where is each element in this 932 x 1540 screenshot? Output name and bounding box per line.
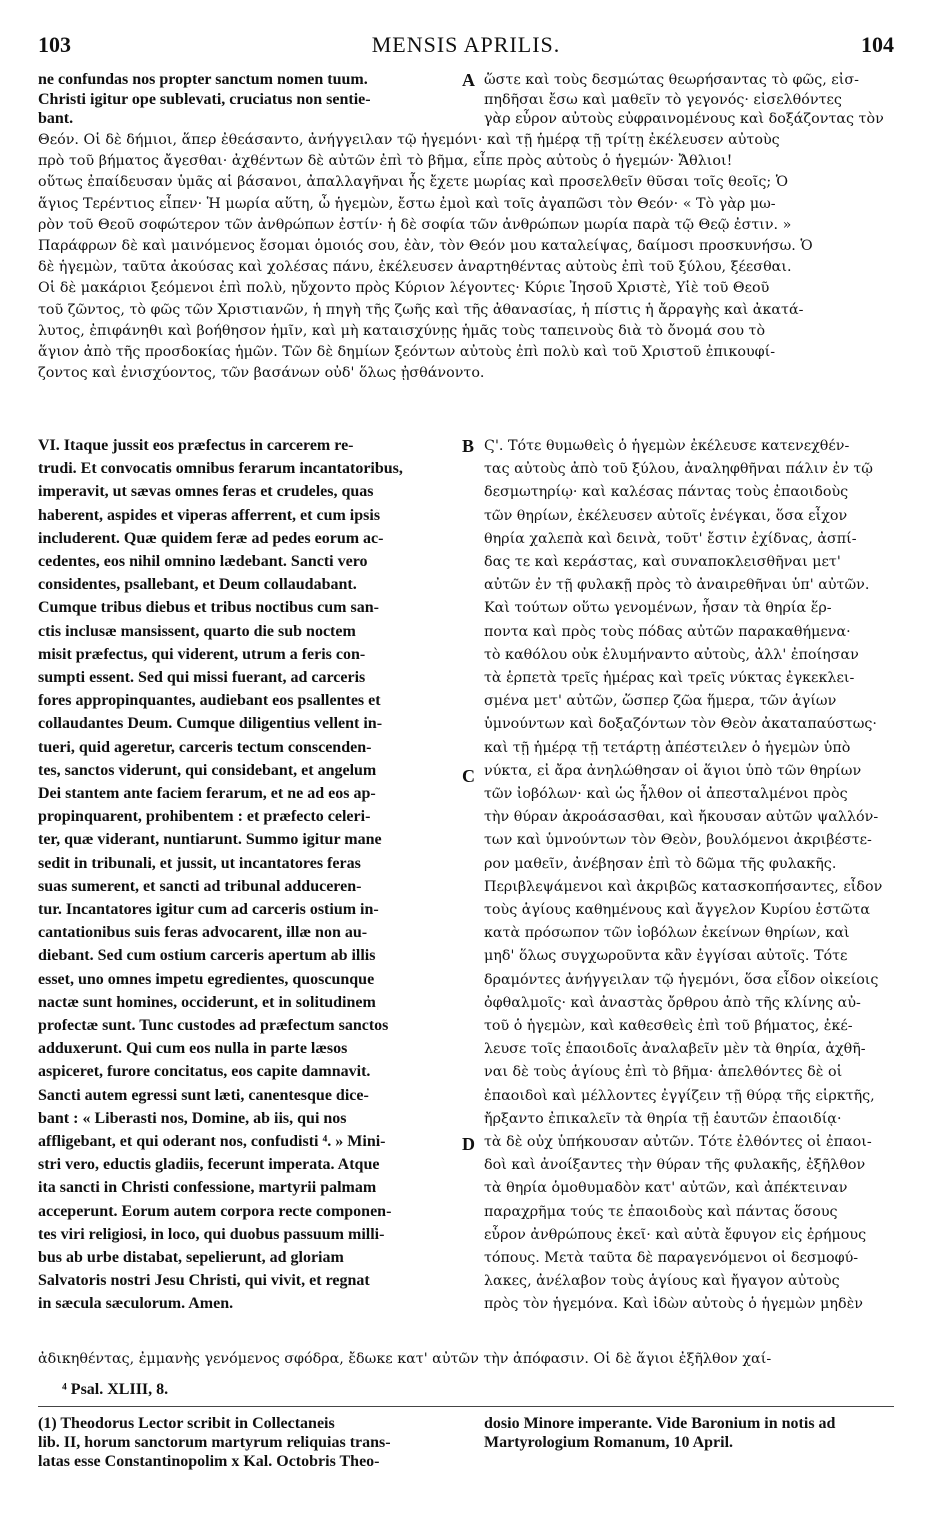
greek-line: γὰρ εὗρον αὐτοὺς εὐφραινομένους καὶ δοξάζοντας τὸν: [484, 111, 884, 127]
latin-line: Sancti autem egressi sunt læti, canentesque dice-: [38, 1086, 369, 1104]
greek-line: λακες, ἀνέλαβον τοὺς ἁγίους καὶ ἤγαγον αὐτοὺς: [484, 1273, 840, 1290]
latin-line: tueri, quid ageretur, carceris tectum conscenden-: [38, 738, 372, 756]
latin-line: cantationibus suis feras advocarent, illæ non au-: [38, 924, 368, 942]
greek-line: τὴν θύραν ἀκροάσασθαι, καὶ ἤκουσαν αὐτῶν ψαλλόν-: [484, 809, 879, 826]
greek-line: τῶν θηρίων, ἐκέλευσεν αὐτοῖς ἐνέγκαι, ὅσα εἶχον: [484, 507, 848, 524]
greek-line: ἅγιον ἀπὸ τῆς προσδοκίας ἡμῶν. Τῶν δὲ δημίων ξεόντων αὐτοὺς ἐπὶ πολὺ καὶ τοῦ Χριστοῦ ἐπικουφί-: [38, 344, 776, 360]
latin-line: tes viri religiosi, in loco, qui duobus passuum milli-: [38, 1225, 385, 1243]
margin-marker-a: A: [462, 70, 475, 90]
greek-line: ὑμνούντων καὶ δοξαζόντων τὸν Θεὸν ἀκαταπαύστως·: [484, 716, 877, 733]
scripture-note: ⁴ Psal. XLIII, 8.: [62, 1381, 169, 1398]
latin-line: VI. Itaque jussit eos præfectus in carcerem re-: [38, 437, 354, 454]
latin-line: tur. Incantatores igitur cum ad carceris ostium in-: [38, 901, 379, 918]
greek-line: πρὸ τοῦ βήματος ἄγεσθαι· ἀχθέντων δὲ αὐτῶν ἐπὶ τὸ βῆμα, εἶπε πρὸς αὐτοὺς ὁ ἡγεμών· Ἄθλιοι!: [38, 153, 733, 170]
greek-line: πρὸς τὸν ἡγεμόνα. Καὶ ἰδὼν αὐτοὺς ὁ ἡγεμὼν μηδὲν: [484, 1296, 863, 1313]
greek-line: δας τε καὶ κεράστας, καὶ συναποκλεισθῆναι μετ': [484, 554, 841, 570]
latin-line: sumpti essent. Sed qui missi fuerant, ad carceris: [38, 669, 366, 686]
greek-line: τὰ ἑρπετὰ τρεῖς ἡμέρας καὶ τρεῖς νύκτας ἐγκεκλει-: [484, 670, 855, 686]
latin-line: imperavit, ut sævas omnes feras et crudeles, quas: [38, 483, 374, 501]
greek-line: δεσμωτηρίῳ· καὶ καλέσας πάντας τοὺς ἐπαοιδοὺς: [484, 484, 849, 501]
running-header: [38, 32, 894, 60]
greek-line: Καὶ τούτων οὕτω γενομένων, ἦσαν τὰ θηρία ἕρ-: [484, 600, 832, 617]
latin-line: esset, uno omnes impetu egredientes, quoscunque: [38, 970, 375, 988]
greek-line: των καὶ ὑμνούντων τὸν Θεὸν, βουλόμενοι ἀκριβέστε-: [484, 832, 872, 849]
latin-line: considentes, psallebant, et Deum collaudabant.: [38, 576, 357, 594]
greek-line: ἐπαοιδοὶ καὶ μέλλοντες ἐγγίζειν τῇ θύρᾳ τῆς εἱρκτῆς,: [484, 1087, 875, 1104]
latin-line: bus ab urbe distabat, sepelierunt, ad gloriam: [38, 1249, 344, 1266]
footnote-divider: [38, 1406, 894, 1407]
latin-line: adduxerunt. Qui cum eos nulla in parte læsos: [38, 1040, 348, 1058]
greek-line: καὶ τῇ ἡμέρᾳ τῇ τετάρτῃ ἀπέστειλεν ὁ ἡγεμὼν ὑπὸ: [484, 739, 851, 756]
greek-bottom-line: ἀδικηθέντας, ἐμμανὴς γενόμενος σφόδρα, ἔδωκε κατ' αὐτῶν τὴν ἀπόφασιν. Οἱ δὲ ἅγιοι ἐξῆλθον χαί-: [38, 1351, 772, 1367]
greek-line: δραμόντες ἀνήγγειλαν τῷ ἡγεμόνι, ὅσα εἶδον οἰκείοις: [484, 971, 879, 988]
latin-line: diebant. Sed cum ostium carceris apertum ab illis: [38, 947, 376, 965]
latin-line: includerent. Quæ quidem feræ ad pedes eorum ac-: [38, 529, 384, 547]
greek-line: ρον μαθεῖν, ἀνέβησαν ἐπὶ τὸ δῶμα τῆς φυλακῆς.: [484, 855, 837, 872]
greek-line: Περιβλεψάμενοι καὶ ἀκριβῶς κατασκοπήσαντες, εἶδον: [484, 878, 883, 895]
greek-line: σμένα μετ' αὐτῶν, ὥσπερ ζῶα ἥμερα, τῶν ἁγίων: [484, 693, 837, 710]
latin-line: acceperunt. Eorum autem corpora recte componen-: [38, 1202, 392, 1220]
latin-line: aspiceret, furore concitatus, eos capite damnavit.: [38, 1063, 371, 1081]
latin-line: Dei stantem ante faciem ferarum, et ne ad eos ap-: [38, 785, 376, 802]
greek-line: ρὸν τοῦ Θεοῦ σοφώτερον τῶν ἀνθρώπων ἐστίν· ἡ δὲ σοφία τῶν ἀνθρώπων μωρία παρὰ τῷ Θεῷ ἐστιν. »: [38, 216, 792, 233]
greek-line: λυτος, ἐπιφάνηθι καὶ βοήθησον ἡμῖν, καὶ μὴ καταισχύνῃς ἡμᾶς τοὺς ταπεινοὺς διὰ τὸ ὄνομά σου τὸ: [38, 322, 766, 339]
latin-line: trudi. Et convocatis omnibus ferarum incantatoribus,: [38, 460, 403, 478]
greek-line: ὀφθαλμοῖς· καὶ ἀναστὰς ὄρθρου ἀπὸ τῆς κλίνης αὐ-: [484, 994, 861, 1011]
greek-line: παραχρῆμα τούς τε ἐπαοιδοὺς καὶ πάντας ὅσους: [484, 1203, 838, 1220]
greek-line: μηδ' ὅλως συγχωροῦντα κἂν ἐγγίσαι αὐτοῖς. Τότε: [484, 948, 848, 965]
latin-line: Christi igitur ope sublevati, cruciatus non sentie-: [38, 90, 371, 108]
footnote-line: dosio Minore imperante. Vide Baronium in notis ad: [484, 1415, 836, 1432]
greek-line: κατὰ πρόσωπον τῶν ἰοβόλων ἐκείνων θηρίων, καὶ: [484, 925, 850, 942]
latin-line: haberent, aspides et viperas afferrent, et cum ipsis: [38, 506, 381, 524]
greek-line: αὐτῶν ἐν τῇ φυλακῇ πρὸς τὸ ἀναιρεθῆναι ὑπ' αὐτῶν.: [484, 577, 870, 594]
greek-line: νύκτα, εἰ ἄρα ἀνηλώθησαν οἱ ἅγιοι ὑπὸ τῶν θηρίων: [484, 762, 862, 779]
latin-line: cedentes, eos nihil omnino lædebant. Sancti vero: [38, 553, 368, 570]
page-number-left: 103: [38, 32, 71, 57]
greek-line: οὕτως ἐπαίδευσαν ὑμᾶς αἱ βάσανοι, ἀπαλλαγῆναι ἧς ἔχετε μωρίας καὶ προσελθεῖν θῦσαι τοῖς θεοῖς; Ὁ: [38, 174, 789, 191]
greek-line: Θεόν. Οἱ δὲ δήμιοι, ἅπερ ἐθεάσαντο, ἀνήγγειλαν τῷ ἡγεμόνι· καὶ τῇ ἡμέρᾳ τῇ τρίτῃ ἐκέλευσεν αὐτοὺς: [38, 132, 780, 148]
greek-line: ζοντος καὶ ἐνισχύοντος, τῶν βασάνων οὐδ' ὅλως ᾐσθάνοντο.: [38, 365, 485, 382]
greek-line: λευσε τοῖς ἐπαοιδοῖς ἀναλαβεῖν μὲν τὰ θηρία, ἀχθῆ-: [484, 1041, 866, 1058]
latin-line: bant : « Liberasti nos, Domine, ab iis, qui nos: [38, 1109, 347, 1127]
greek-line: Οἱ δὲ μακάριοι ξεόμενοι ἐπὶ πολὺ, ηὔχοντο πρὸς Κύριον λέγοντες· Κύριε Ἰησοῦ Χριστὲ, Υἱὲ τοῦ Θεοῦ: [38, 280, 770, 297]
latin-line: propinquarent, prohibentem : et præfecto celeri-: [38, 808, 371, 826]
latin-line: sedit in tribunali, et jussit, ut incantatores feras: [38, 854, 361, 872]
latin-line: collaudantes Deum. Cumque diligentius vellent in-: [38, 715, 383, 733]
greek-line: Παράφρων δὲ καὶ μαινόμενος ἔσομαι ὁμοιός σου, ἐὰν, τὸν Θεόν μου καταλείψας, δαίμοσι προσκυνήσω. Ὁ: [38, 238, 813, 254]
latin-line: ter, quæ viderant, nuntiarunt. Summo igitur mane: [38, 831, 382, 849]
latin-line: fores appropinquantes, audiebant eos psallentes et: [38, 692, 381, 710]
greek-line: δὲ ἡγεμὼν, ταῦτα ἀκούσας καὶ χολέσας πάνυ, ἐκέλευσεν ἀναρτηθέντας αὐτοὺς ἐπὶ τοῦ ξύλου, ξέεσθαι.: [38, 259, 792, 276]
latin-line: tes, sanctos viderunt, qui considebant, et angelum: [38, 761, 377, 779]
latin-line: suas sumerent, et sancti ad tribunal adduceren-: [38, 877, 362, 895]
latin-line: ita sancti in Christi confessione, martyrii palmam: [38, 1179, 377, 1197]
margin-marker-c: C: [462, 766, 475, 786]
footnote-line: latas esse Constantinopolim x Kal. Octobris Theo-: [38, 1453, 380, 1470]
greek-line: ποντα καὶ πρὸς τοὺς πόδας αὐτῶν παρακαθήμενα·: [484, 623, 851, 640]
greek-line: τῶν ἰοβόλων· καὶ ὡς ἦλθον οἱ ἀπεσταλμένοι πρὸς: [484, 786, 848, 802]
greek-line: τὰ θηρία ὁμοθυμαδὸν κατ' αὐτῶν, καὶ ἀπέκτειναν: [484, 1180, 848, 1197]
latin-line: ctis inclusæ mansissent, quarto die sub noctem: [38, 622, 356, 640]
latin-line: Salvatoris nostri Jesu Christi, qui vivit, et regnat: [38, 1272, 370, 1290]
greek-line: τοῦ ζῶντος, τὸ φῶς τῶν Χριστιανῶν, ἡ πηγὴ τῆς ζωῆς καὶ τῆς ἀθανασίας, ἡ πίστις ἡ ἄρραγὴς καὶ ἀκατά-: [38, 301, 804, 318]
greek-line: ὥστε καὶ τοὺς δεσμώτας θεωρήσαντας τὸ φῶς, εἰσ-: [484, 72, 859, 88]
latin-line: profectæ sunt. Tunc custodes ad præfectum sanctos: [38, 1017, 389, 1034]
latin-line: in sæcula sæculorum. Amen.: [38, 1295, 234, 1313]
greek-line: τὰ δὲ οὐχ ὑπήκουσαν αὐτῶν. Τότε ἐλθόντες οἱ ἐπαοι-: [484, 1134, 872, 1150]
latin-line: ne confundas nos propter sanctum nomen tuum.: [38, 71, 368, 88]
greek-line: ἤρξαντο ἐπικαλεῖν τὰ θηρία τῇ ἑαυτῶν ἐπαοιδίᾳ·: [484, 1110, 842, 1127]
greek-line: τόπους. Μετὰ ταῦτα δὲ παραγενόμενοι οἱ δεσμοφύ-: [484, 1250, 859, 1266]
greek-line: ναι δὲ τοὺς ἁγίους ἐπὶ τὸ βῆμα· ἀπελθόντες δὲ οἱ: [484, 1064, 843, 1081]
greek-line: ἅγιος Τερέντιος εἶπεν· Ἡ μωρία αὕτη, ὦ ἡγεμὼν, ἔστω ἐμοὶ καὶ τοῖς ἀγαπῶσι τὸν Θεόν· « Τὸ γὰρ μω-: [38, 195, 776, 212]
latin-line: Cumque tribus diebus et tribus noctibus cum san-: [38, 599, 379, 617]
running-title: MENSIS APRILIS.: [371, 32, 561, 57]
greek-line: τὸ καθόλου οὐκ ἐλυμήναντο αὐτοὺς, ἀλλ' ἐποίησαν: [484, 646, 859, 663]
greek-line: πηδῆσαι ἔσω καὶ μαθεῖν τὸ γεγονός· εἰσελθόντες: [484, 91, 842, 108]
latin-line: stri vero, eductis gladiis, fecerunt imperata. Atque: [38, 1156, 380, 1174]
footnote-line: (1) Theodorus Lector scribit in Collectaneis: [38, 1415, 335, 1432]
margin-marker-b: B: [462, 436, 475, 456]
latin-line: affligebant, et qui oderant nos, confudisti ⁴. » Mini-: [38, 1133, 386, 1150]
greek-line: Ϛ'. Τότε θυμωθεὶς ὁ ἡγεμὼν ἐκέλευσε κατενεχθέν-: [484, 438, 850, 454]
greek-line: τοῦ ὁ ἡγεμὼν, καὶ καθεσθεὶς ἐπὶ τοῦ βήματος, ἐκέ-: [484, 1018, 853, 1034]
greek-line: δοὶ καὶ ἀνοίξαντες τὴν θύραν τῆς φυλακῆς, ἐξῆλθον: [484, 1157, 866, 1174]
latin-line: bant.: [38, 110, 74, 127]
greek-line: εὗρον ἀνθρώπους ἐκεῖ· καὶ αὐτὰ ἔφυγον εἰς ἐρήμους: [484, 1226, 867, 1243]
footnote-line: Martyrologium Romanum, 10 April.: [484, 1434, 734, 1451]
footnote-line: lib. II, horum sanctorum martyrum reliquias trans-: [38, 1434, 391, 1451]
margin-marker-d: D: [462, 1134, 475, 1154]
greek-line: τας αὐτοὺς ἀπὸ τοῦ ξύλου, ἀναληφθῆναι πάλιν ἐν τῷ: [484, 461, 873, 478]
greek-line: θηρία χαλεπὰ καὶ δεινὰ, τοῦτ' ἔστιν ἐχίδνας, ἀσπί-: [484, 530, 857, 547]
latin-line: nactæ sunt homines, occiderunt, et in solitudinem: [38, 993, 376, 1011]
page-number-right: 104: [861, 32, 894, 57]
latin-line: misit præfectus, qui viderent, utrum a feris con-: [38, 645, 366, 663]
greek-line: τοὺς ἁγίους καθημένους καὶ ἄγγελον Κυρίου ἑστῶτα: [484, 902, 871, 918]
